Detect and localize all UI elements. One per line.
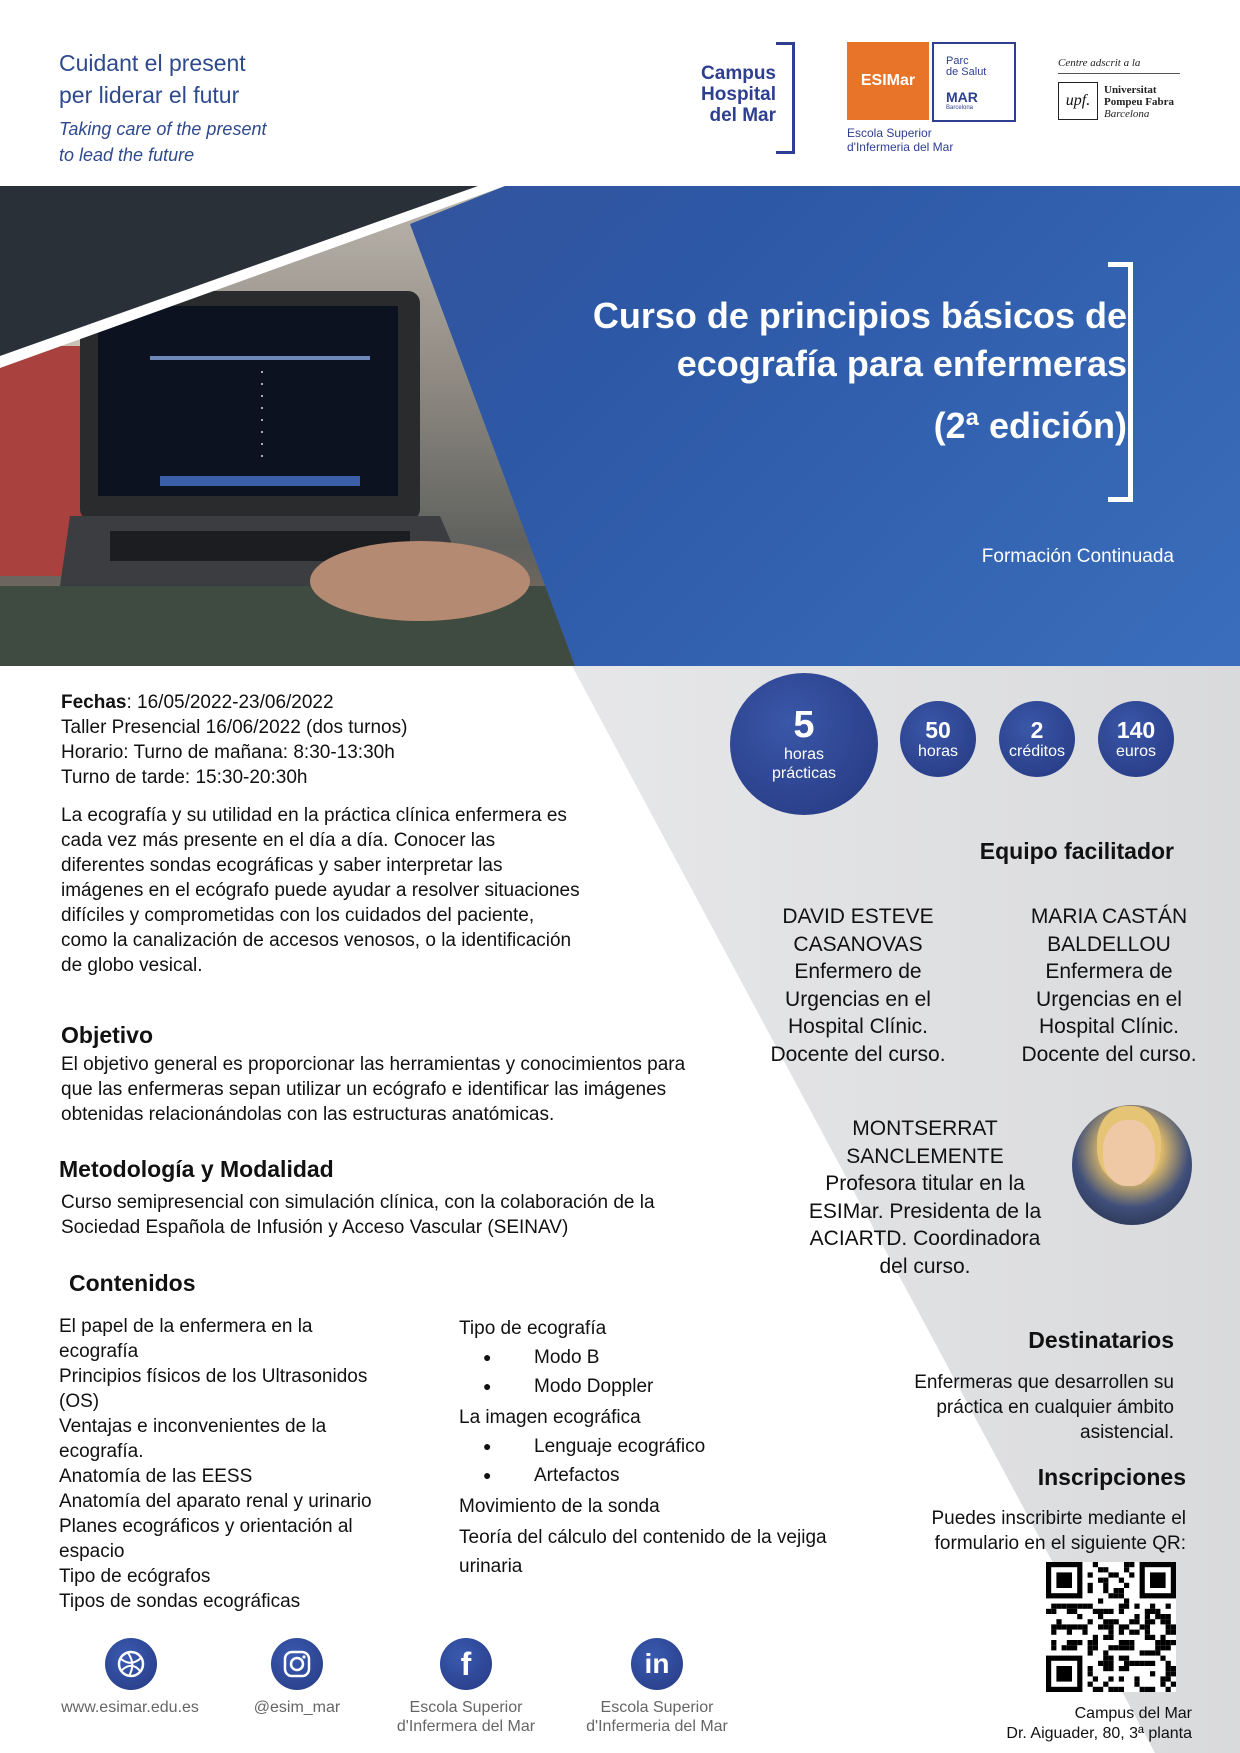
bracket-decoration: [776, 42, 795, 154]
facebook-label-line: Escola Superior: [409, 1699, 523, 1716]
web-link[interactable]: www.esimar.edu.es: [61, 1699, 199, 1716]
facilitator-name: MARIA CASTÁN: [1030, 905, 1188, 928]
stat-price: [1098, 701, 1174, 777]
facilitator-maria: [1009, 903, 1209, 1068]
stat-label: euros: [1115, 743, 1157, 760]
qr-code[interactable]: [1046, 1562, 1176, 1692]
linkedin-label-line: d'Infermeria del Mar: [586, 1718, 728, 1735]
address-line: Campus del Mar: [1074, 1705, 1192, 1722]
divider: [1058, 73, 1180, 74]
list-item: Planes ecográficos y orientación al espacio: [59, 1516, 353, 1562]
facilitator-name: BALDELLOU: [1047, 932, 1171, 956]
bracket-decoration: [1108, 262, 1133, 502]
stat-number: 50: [925, 717, 951, 743]
stat-hours: [900, 701, 976, 777]
objetivo-text: El objetivo general es proporcionar las herramientas y conocimientos para que las enfermeras sepan utilizar un ecógrafo e identificar las imágenes obtenidas relacionándolas con las estructuras anatómicas.: [61, 1054, 686, 1125]
formacion-label: Formación Continuada: [981, 546, 1174, 567]
list-item: Anatomía del aparato renal y urinario: [59, 1491, 372, 1512]
linkedin-label[interactable]: [570, 1698, 744, 1736]
logo-text: Pompeu Fabra: [1104, 96, 1174, 108]
campus-hospital-logo: [690, 63, 776, 126]
facilitator-name: MONTSERRAT: [852, 1117, 998, 1140]
globe-icon[interactable]: [105, 1638, 157, 1690]
instagram-handle[interactable]: @esim_mar: [253, 1699, 341, 1716]
inscripciones-heading: Inscripciones: [1037, 1464, 1186, 1490]
slogan-line: Taking care of the present: [59, 119, 267, 139]
list-item: ● Modo Doppler: [459, 1372, 829, 1401]
tarde-line: Turno de tarde: 15:30-20:30h: [61, 767, 308, 788]
logo-text: de Salut: [946, 66, 987, 78]
facilitator-name: SANCLEMENTE: [846, 1144, 1004, 1168]
stat-label: horas: [783, 746, 825, 763]
list-item: ● Modo B: [459, 1343, 829, 1372]
stat-label: prácticas: [771, 765, 837, 782]
list-item: Anatomía de las EESS: [59, 1466, 253, 1487]
upf-logo: upf.: [1058, 82, 1098, 120]
facilitator-name: CASANOVAS: [793, 932, 923, 956]
logo-text: Campus: [701, 63, 776, 84]
equipo-heading: Equipo facilitador: [979, 838, 1174, 864]
stat-number: 5: [793, 704, 815, 746]
esimar-logo: ESIMar: [847, 42, 929, 120]
dates-block: [61, 690, 407, 790]
slogan-catalan: [59, 47, 246, 111]
facilitator-david: [758, 903, 958, 1068]
logo-text: d'Infermeria del Mar: [847, 140, 954, 154]
slogan-line: per liderar el futur: [59, 82, 240, 108]
logo-text: Parc: [946, 55, 969, 67]
parc-salut-mar-logo: [932, 42, 1016, 122]
contenidos-heading: Contenidos: [69, 1270, 196, 1296]
list-item: Principios físicos de los Ultrasonidos (OS): [59, 1366, 368, 1412]
fechas-value: : 16/05/2022-23/06/2022: [126, 692, 334, 713]
upf-name: [1104, 84, 1174, 120]
facebook-label-line: d'Infermera del Mar: [396, 1718, 536, 1735]
fechas-line: [61, 690, 407, 715]
objetivo-heading: Objetivo: [61, 1022, 154, 1048]
address: [1006, 1704, 1192, 1744]
logo-text: Barcelona: [1104, 108, 1150, 120]
address-line: Dr. Aiguader, 80, 3ª planta: [1006, 1725, 1192, 1742]
logo-text: del Mar: [709, 105, 776, 126]
logo-text: MAR: [946, 89, 978, 105]
list-item: Tipo de ecógrafos: [59, 1566, 211, 1587]
intro-paragraph: La ecografía y su utilidad en la práctica clínica enfermera es cada vez más presente en el día a día. Conocer las diferentes sondas ecográficas y saber interpretar las imágenes en el ecógrafo puede ayudar a resolver situaciones difíciles y comprometidas con los cuidados del paciente, como la canalización de accesos venosos, o la identificación de globo vesical.: [61, 805, 580, 976]
slogan-line: to lead the future: [59, 145, 195, 165]
stat-label: horas: [917, 743, 959, 760]
facebook-label[interactable]: [380, 1698, 552, 1736]
list-item: Teoría del cálculo del contenido de la vejiga urinaria: [459, 1527, 827, 1577]
upf-caption: Centre adscrit a la: [1058, 57, 1141, 69]
stat-label: créditos: [1008, 743, 1066, 760]
list-item: La imagen ecográfica: [459, 1407, 641, 1428]
stat-number: 140: [1116, 717, 1156, 743]
title-line: Curso de principios básicos de: [592, 295, 1127, 336]
list-item: ● Artefactos: [459, 1461, 829, 1490]
logo-text: Hospital: [701, 84, 776, 105]
esimar-subtitle: [847, 126, 953, 154]
list-item: Tipos de sondas ecográficas: [59, 1591, 301, 1612]
list-item: Ventajas e inconvenientes de la ecografía.: [59, 1416, 327, 1462]
linkedin-icon[interactable]: in: [631, 1638, 683, 1690]
destinatarios-text: Enfermeras que desarrollen su práctica en cualquier ámbito asistencial.: [914, 1372, 1174, 1443]
logo-text: Universitat: [1104, 84, 1157, 96]
facilitator-role: Profesora titular en la ESIMar. Presidenta de la ACIARTD. Coordinadora del curso.: [808, 1172, 1042, 1278]
fechas-label: Fechas: [61, 692, 127, 713]
avatar-face: [1103, 1120, 1155, 1186]
facilitator-role: Enfermera de Urgencias en el Hospital Clínic. Docente del curso.: [1021, 960, 1197, 1066]
stat-practical-hours: [730, 673, 878, 815]
list-item: Movimiento de la sonda: [459, 1496, 660, 1517]
metodologia-text: Curso semipresencial con simulación clínica, con la colaboración de la Sociedad Española de Infusión y Acceso Vascular (SEINAV): [61, 1192, 655, 1238]
stat-number: 2: [1030, 717, 1044, 743]
stat-credits: [999, 701, 1075, 777]
facebook-icon[interactable]: f: [440, 1638, 492, 1690]
facilitator-role: Enfermero de Urgencias en el Hospital Clínic. Docente del curso.: [770, 960, 946, 1066]
logo-text: Barcelona: [946, 105, 974, 111]
metodologia-heading: Metodología y Modalidad: [59, 1156, 334, 1182]
instagram-icon[interactable]: [271, 1638, 323, 1690]
facilitator-name: DAVID ESTEVE: [782, 905, 934, 928]
slogan-english: [59, 116, 266, 168]
horario-line: Horario: Turno de mañana: 8:30-13:30h: [61, 742, 395, 763]
edition-label: (2ª edición): [933, 405, 1127, 446]
white-stripe: [0, 186, 520, 386]
contenidos-list-left: [59, 1314, 389, 1614]
linkedin-label-line: Escola Superior: [600, 1699, 714, 1716]
contenidos-list-right: [459, 1314, 829, 1581]
taller-line: Taller Presencial 16/06/2022 (dos turnos): [61, 717, 408, 738]
logo-text: [946, 56, 986, 78]
logo-text: Escola Superior: [847, 126, 932, 140]
facilitator-montserrat: [795, 1115, 1055, 1280]
list-item: El papel de la enfermera en la ecografía: [59, 1316, 313, 1362]
title-line: ecografía para enfermeras: [676, 343, 1127, 384]
destinatarios-heading: Destinatarios: [1028, 1327, 1174, 1353]
course-title: [507, 292, 1127, 388]
slogan-line: Cuidant el present: [59, 50, 246, 76]
list-item: ● Lenguaje ecográfico: [459, 1432, 829, 1461]
list-item: Tipo de ecografía: [459, 1318, 607, 1339]
inscripciones-text: Puedes inscribirte mediante el formulario en el siguiente QR:: [931, 1508, 1186, 1554]
